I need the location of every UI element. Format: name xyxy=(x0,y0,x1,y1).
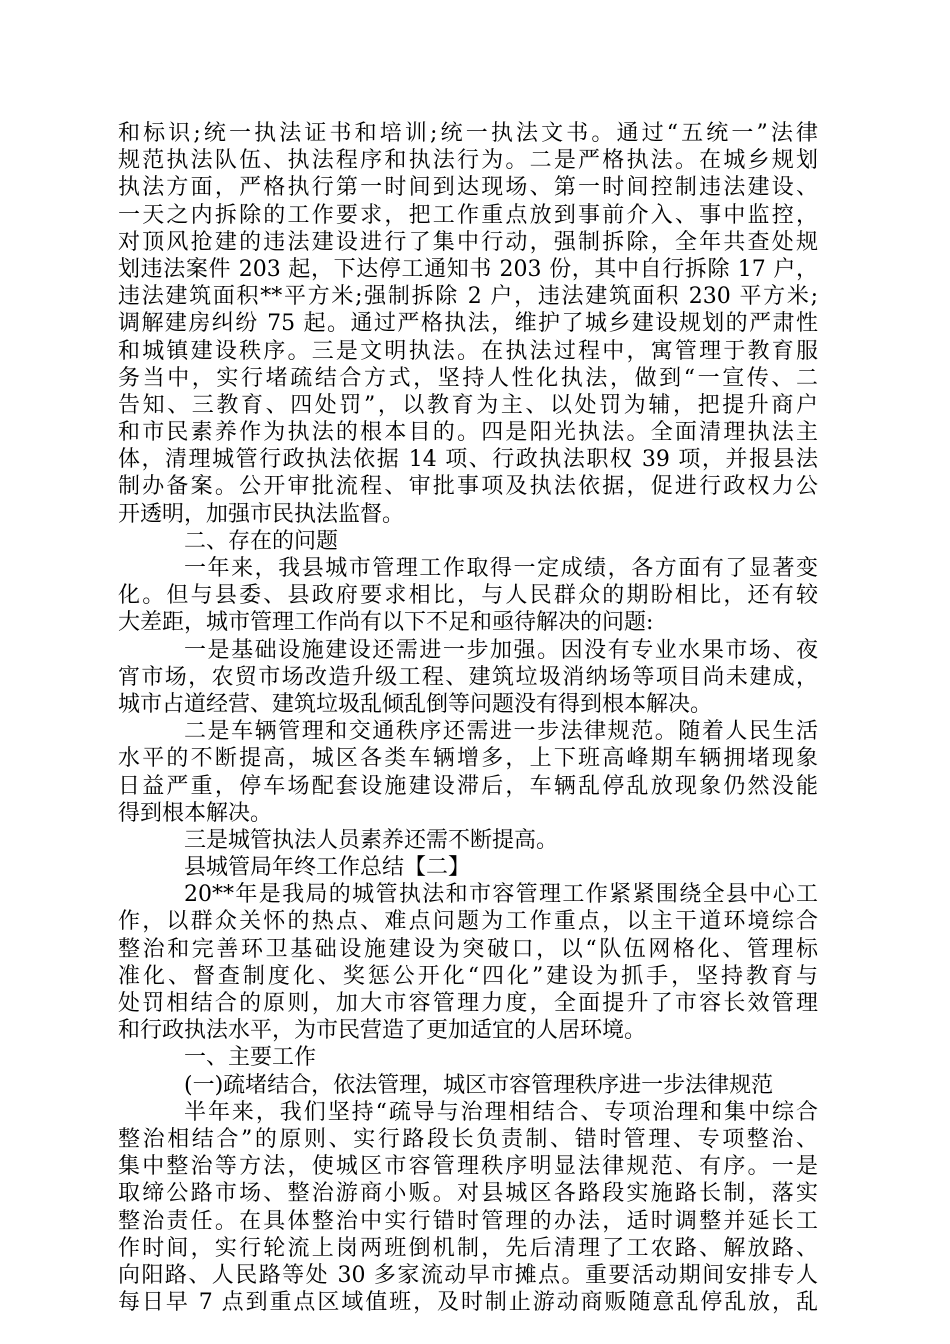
text-line: 调解建房纠纷 75 起。通过严格执法，维护了城乡建设规划的严肃性 xyxy=(118,311,818,337)
text-line: (一)疏堵结合，依法管理，城区市容管理秩序进一步法律规范 xyxy=(184,1072,774,1098)
text-line: 三是城管执法人员素养还需不断提高。 xyxy=(184,827,559,853)
text-line: 准化、督查制度化、奖惩公开化“四化”建设为抓手，坚持教育与 xyxy=(118,963,818,989)
text-line: 一是基础设施建设还需进一步加强。因没有专业水果市场、夜 xyxy=(184,637,818,663)
text-line: 二、存在的问题 xyxy=(184,528,339,554)
text-line: 体，清理城管行政执法依据 14 项、行政执法职权 39 项，并报县法 xyxy=(118,447,818,473)
text-line: 取缔公路市场、整治游商小贩。对县城区各路段实施路长制，落实 xyxy=(118,1181,818,1207)
text-line: 二是车辆管理和交通秩序还需进一步法律规范。随着人民生活 xyxy=(184,719,818,745)
text-line: 执法方面，严格执行第一时间到达现场、第一时间控制违法建设、 xyxy=(118,175,818,201)
text-line: 每日早 7 点到重点区域值班，及时制止游动商贩随意乱停乱放，乱 xyxy=(118,1290,818,1316)
text-line: 规范执法队伍、执法程序和执法行为。二是严格执法。在城乡规划 xyxy=(118,148,818,174)
text-line: 务当中，实行堵疏结合方式，坚持人性化执法，做到“一宣传、二 xyxy=(118,365,818,391)
text-line: 20**年是我局的城管执法和市容管理工作紧紧围绕全县中心工 xyxy=(184,882,818,908)
text-line: 整治和完善环卫基础设施建设为突破口，以“队伍网格化、管理标 xyxy=(118,936,818,962)
text-line: 宵市场，农贸市场改造升级工程、建筑垃圾消纳场等项目尚未建成， xyxy=(118,664,818,690)
text-line: 集中整治等方法，使城区市容管理秩序明显法律规范、有序。一是 xyxy=(118,1154,818,1180)
text-line: 告知、三教育、四处罚”，以教育为主、以处罚为辅，把提升商户 xyxy=(118,392,818,418)
text-line: 作，以群众关怀的热点、难点问题为工作重点，以主干道环境综合 xyxy=(118,909,818,935)
text-line: 一天之内拆除的工作要求，把工作重点放到事前介入、事中监控， xyxy=(118,202,818,228)
text-line: 违法建筑面积**平方米;强制拆除 2 户，违法建筑面积 230 平方米; xyxy=(118,284,818,310)
text-line: 整治相结合”的原则、实行路段长负责制、错时管理、专项整治、 xyxy=(118,1126,818,1152)
text-line: 得到根本解决。 xyxy=(118,800,273,826)
text-line: 水平的不断提高，城区各类车辆增多，上下班高峰期车辆拥堵现象 xyxy=(118,746,818,772)
text-line: 日益严重，停车场配套设施建设滞后，车辆乱停乱放现象仍然没能 xyxy=(118,773,818,799)
text-line: 一、主要工作 xyxy=(184,1045,317,1071)
text-line: 化。但与县委、县政府要求相比，与人民群众的期盼相比，还有较 xyxy=(118,583,818,609)
text-line: 县城管局年终工作总结【二】 xyxy=(184,855,471,881)
text-line: 半年来，我们坚持“疏导与治理相结合、专项治理和集中综合 xyxy=(184,1099,818,1125)
text-line: 作时间，实行轮流上岗两班倒机制，先后清理了工农路、解放路、 xyxy=(118,1235,818,1261)
text-line: 和行政执法水平，为市民营造了更加适宜的人居环境。 xyxy=(118,1018,647,1044)
document-page xyxy=(118,120,818,1316)
text-line: 向阳路、人民路等处 30 多家流动早市摊点。重要活动期间安排专人 xyxy=(118,1262,818,1288)
text-line: 制办备案。公开审批流程、审批事项及执法依据，促进行政权力公 xyxy=(118,474,818,500)
text-line: 城市占道经营、建筑垃圾乱倾乱倒等问题没有得到根本解决。 xyxy=(118,691,713,717)
text-line: 整治责任。在具体整治中实行错时管理的办法，适时调整并延长工 xyxy=(118,1208,818,1234)
text-line: 对顶风抢建的违法建设进行了集中行动，强制拆除，全年共查处规 xyxy=(118,229,818,255)
text-line: 和市民素养作为执法的根本目的。四是阳光执法。全面清理执法主 xyxy=(118,420,818,446)
text-line: 开透明，加强市民执法监督。 xyxy=(118,501,405,527)
text-line: 一年来，我县城市管理工作取得一定成绩，各方面有了显著变 xyxy=(184,556,818,581)
text-line: 和标识;统一执法证书和培训;统一执法文书。通过“五统一”法律 xyxy=(118,121,818,146)
text-line: 大差距，城市管理工作尚有以下不足和亟待解决的问题: xyxy=(118,610,654,636)
text-line: 划违法案件 203 起，下达停工通知书 203 份，其中自行拆除 17 户， xyxy=(118,256,818,282)
text-line: 处罚相结合的原则，加大市容管理力度，全面提升了市容长效管理 xyxy=(118,991,818,1016)
text-line: 和城镇建设秩序。三是文明执法。在执法过程中，寓管理于教育服 xyxy=(118,338,818,364)
